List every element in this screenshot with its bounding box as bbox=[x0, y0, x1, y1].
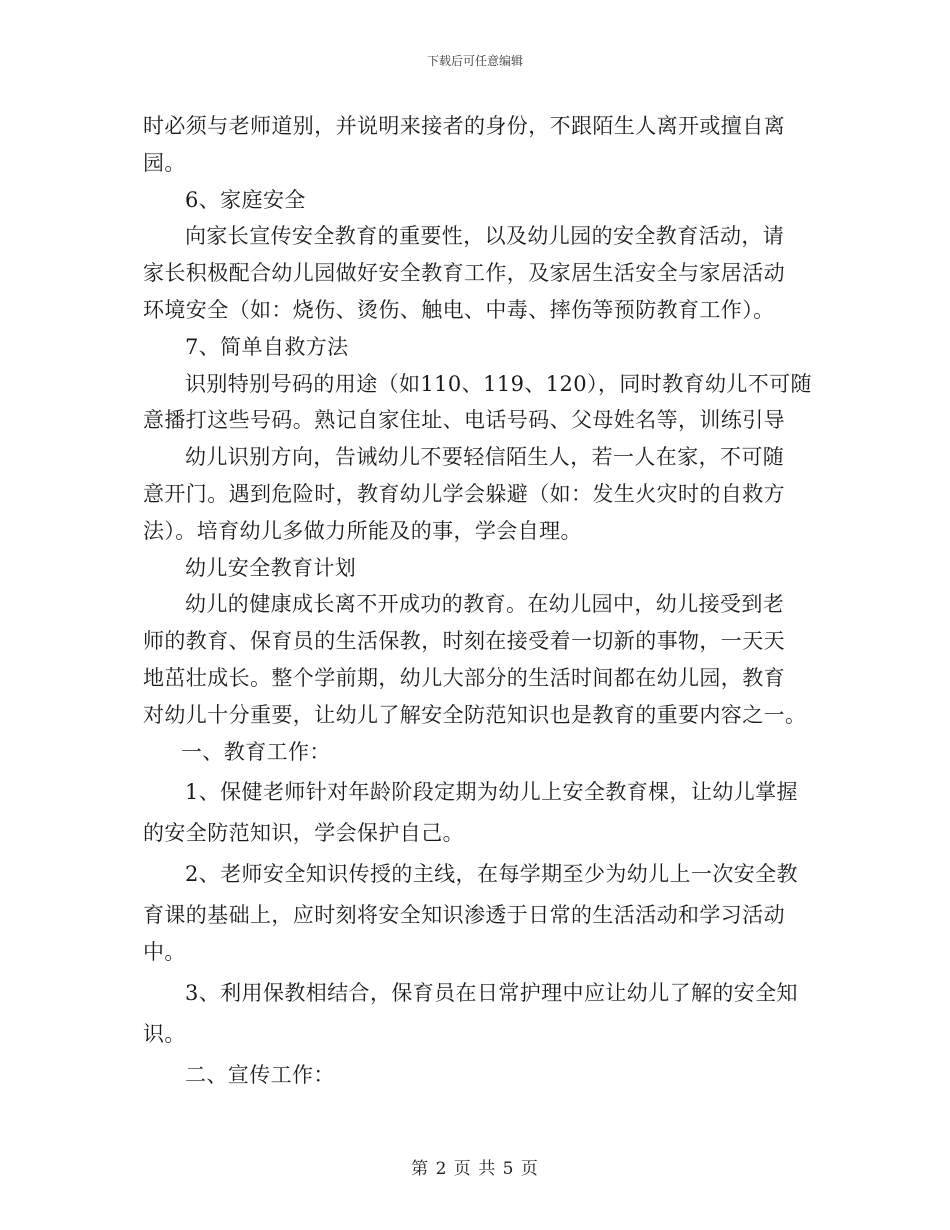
paragraph-line: 地茁壮成长。整个学前期，幼儿大部分的生活时间都在幼儿园，教育 bbox=[143, 665, 785, 690]
document-body bbox=[143, 108, 812, 1098]
paragraph-line: 中。 bbox=[143, 939, 186, 964]
paragraph-line: 意播打这些号码。熟记自家住址、电话号码、父母姓名等，训练引导 bbox=[143, 408, 785, 433]
paragraph-line: 3、利用保教相结合，保育员在日常护理中应让幼儿了解的安全知 bbox=[185, 980, 798, 1005]
paragraph-line: 对幼儿十分重要，让幼儿了解安全防范知识也是教育的重要内容之一。 bbox=[143, 702, 807, 727]
paragraph-line: 1、保健老师针对年龄阶段定期为幼儿上安全教育棵，让幼儿掌握 bbox=[185, 780, 798, 805]
paragraph-line: 育课的基础上，应时刻将安全知识渗透于日常的生活活动和学习活动 bbox=[143, 903, 785, 928]
paragraph-line: 环境安全（如：烧伤、烫伤、触电、中毒、摔伤等预防教育工作）。 bbox=[143, 297, 775, 322]
section-heading: 二、宣传工作： bbox=[185, 1062, 335, 1087]
paragraph-line: 师的教育、保育员的生活保教，时刻在接受着一切新的事物，一天天 bbox=[143, 629, 785, 654]
paragraph-line: 识别特别号码的用途（如110、119、120），同时教育幼儿不可随 bbox=[185, 371, 812, 396]
paragraph-line: 2、老师安全知识传授的主线，在每学期至少为幼儿上一次安全教 bbox=[185, 862, 798, 887]
section-heading: 7、简单自救方法 bbox=[185, 334, 349, 359]
paragraph-line: 向家长宣传安全教育的重要性，以及幼儿园的安全教育活动，请 bbox=[185, 224, 785, 249]
paragraph-line: 法）。培育幼儿多做力所能及的事，学会自理。 bbox=[143, 518, 582, 543]
paragraph-line: 识。 bbox=[143, 1021, 186, 1046]
paragraph-line: 意开门。遇到危险时，教育幼儿学会躲避（如：发生火灾时的自救方 bbox=[143, 481, 785, 506]
paragraph-line: 的安全防范知识，学会保护自己。 bbox=[143, 821, 464, 846]
paragraph-line: 幼儿识别方向，告诫幼儿不要轻信陌生人，若一人在家，不可随 bbox=[185, 445, 785, 470]
paragraph-line: 家长积极配合幼儿园做好安全教育工作，及家居生活安全与家居活动 bbox=[143, 261, 785, 286]
paragraph-line: 园。 bbox=[143, 150, 186, 175]
page-number: 第 2 页 共 5 页 bbox=[411, 1159, 539, 1179]
section-heading: 一、教育工作： bbox=[181, 739, 331, 764]
document-title: 幼儿安全教育计划 bbox=[185, 555, 357, 580]
page-header: 下载后可任意编辑 bbox=[426, 54, 523, 68]
paragraph-line: 时必须与老师道别，并说明来接者的身份，不跟陌生人离开或擅自离 bbox=[143, 114, 785, 138]
paragraph-line: 幼儿的健康成长离不开成功的教育。在幼儿园中，幼儿接受到老 bbox=[185, 592, 785, 617]
section-heading: 6、家庭安全 bbox=[185, 187, 306, 212]
